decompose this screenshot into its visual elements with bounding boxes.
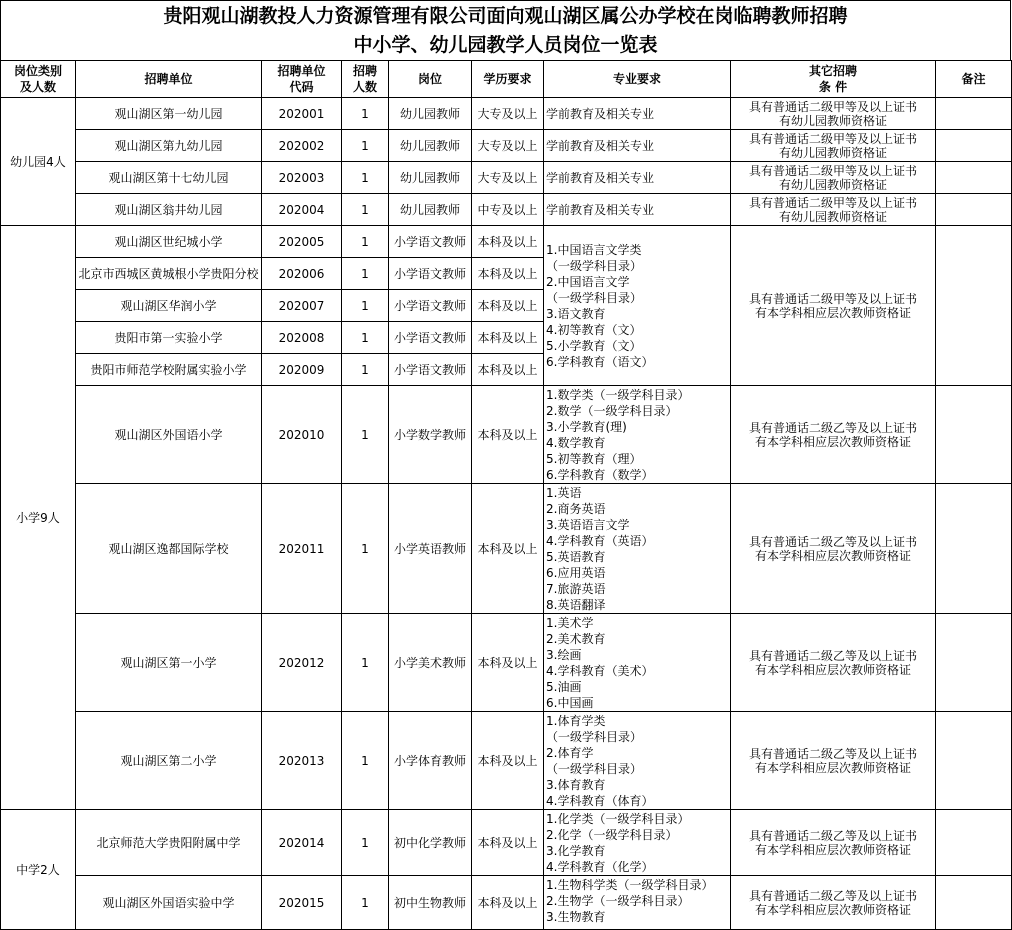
post-cell: 初中生物教师 bbox=[389, 876, 472, 930]
post-cell: 幼儿园教师 bbox=[389, 98, 472, 130]
post-cell: 小学语文教师 bbox=[389, 258, 472, 290]
header-remarks: 备注 bbox=[936, 61, 1012, 98]
conditions-cell: 具有普通话二级乙等及以上证书 有本学科相应层次教师资格证 bbox=[731, 386, 936, 484]
education-cell: 大专及以上 bbox=[472, 130, 544, 162]
header-conditions: 其它招聘 条 件 bbox=[731, 61, 936, 98]
conditions-cell: 具有普通话二级乙等及以上证书 有本学科相应层次教师资格证 bbox=[731, 484, 936, 614]
table-row bbox=[1, 162, 1012, 194]
code-cell: 202006 bbox=[262, 258, 342, 290]
group-label-middle: 中学2人 bbox=[1, 810, 76, 930]
conditions-cell: 具有普通话二级乙等及以上证书 有本学科相应层次教师资格证 bbox=[731, 712, 936, 810]
count-cell: 1 bbox=[342, 876, 389, 930]
table-row bbox=[1, 614, 1012, 712]
major-cell: 1.化学类（一级学科目录） 2.化学（一级学科目录） 3.化学教育 4.学科教育（化学） bbox=[544, 810, 731, 876]
table-row bbox=[1, 226, 1012, 258]
education-cell: 中专及以上 bbox=[472, 194, 544, 226]
conditions-cell: 具有普通话二级甲等及以上证书 有幼儿园教师资格证 bbox=[731, 194, 936, 226]
post-cell: 小学体育教师 bbox=[389, 712, 472, 810]
remarks-cell bbox=[936, 712, 1012, 810]
education-cell: 本科及以上 bbox=[472, 712, 544, 810]
remarks-cell bbox=[936, 162, 1012, 194]
code-cell: 202011 bbox=[262, 484, 342, 614]
education-cell: 大专及以上 bbox=[472, 162, 544, 194]
table-row bbox=[1, 386, 1012, 484]
code-cell: 202005 bbox=[262, 226, 342, 258]
post-cell: 小学美术教师 bbox=[389, 614, 472, 712]
remarks-cell bbox=[936, 614, 1012, 712]
major-cell-chinese: 1.中国语言文学类 （一级学科目录） 2.中国语言文学 （一级学科目录） 3.语文教育 4.初等教育（文） 5.小学教育（文） 6.学科教育（语文） bbox=[544, 226, 731, 386]
group-label-kindergarten: 幼儿园4人 bbox=[1, 98, 76, 226]
header-major: 专业要求 bbox=[544, 61, 731, 98]
unit-cell: 观山湖区世纪城小学 bbox=[76, 226, 262, 258]
count-cell: 1 bbox=[342, 258, 389, 290]
remarks-cell bbox=[936, 98, 1012, 130]
post-cell: 小学语文教师 bbox=[389, 226, 472, 258]
education-cell: 本科及以上 bbox=[472, 226, 544, 258]
code-cell: 202009 bbox=[262, 354, 342, 386]
table-row bbox=[1, 876, 1012, 930]
count-cell: 1 bbox=[342, 614, 389, 712]
post-cell: 幼儿园教师 bbox=[389, 162, 472, 194]
title-line-1: 贵阳观山湖教投人力资源管理有限公司面向观山湖区属公办学校在岗临聘教师招聘 bbox=[163, 5, 848, 27]
count-cell: 1 bbox=[342, 226, 389, 258]
table-row bbox=[1, 98, 1012, 130]
count-cell: 1 bbox=[342, 810, 389, 876]
unit-cell: 北京师范大学贵阳附属中学 bbox=[76, 810, 262, 876]
education-cell: 本科及以上 bbox=[472, 322, 544, 354]
code-cell: 202004 bbox=[262, 194, 342, 226]
table-row bbox=[1, 130, 1012, 162]
conditions-cell: 具有普通话二级乙等及以上证书 有本学科相应层次教师资格证 bbox=[731, 876, 936, 930]
unit-cell: 观山湖区第二小学 bbox=[76, 712, 262, 810]
unit-cell: 观山湖区翁井幼儿园 bbox=[76, 194, 262, 226]
count-cell: 1 bbox=[342, 162, 389, 194]
major-cell: 1.美术学 2.美术教育 3.绘画 4.学科教育（美术） 5.油画 6.中国画 bbox=[544, 614, 731, 712]
major-cell: 1.体育学类 （一级学科目录） 2.体育学 （一级学科目录） 3.体育教育 4.学科教育（体育） bbox=[544, 712, 731, 810]
education-cell: 大专及以上 bbox=[472, 98, 544, 130]
remarks-cell bbox=[936, 810, 1012, 876]
unit-cell: 观山湖区第一小学 bbox=[76, 614, 262, 712]
post-cell: 幼儿园教师 bbox=[389, 130, 472, 162]
count-cell: 1 bbox=[342, 98, 389, 130]
count-cell: 1 bbox=[342, 354, 389, 386]
count-cell: 1 bbox=[342, 290, 389, 322]
conditions-cell: 具有普通话二级乙等及以上证书 有本学科相应层次教师资格证 bbox=[731, 810, 936, 876]
header-count: 招聘 人数 bbox=[342, 61, 389, 98]
remarks-cell bbox=[936, 130, 1012, 162]
education-cell: 本科及以上 bbox=[472, 290, 544, 322]
education-cell: 本科及以上 bbox=[472, 876, 544, 930]
count-cell: 1 bbox=[342, 194, 389, 226]
code-cell: 202003 bbox=[262, 162, 342, 194]
education-cell: 本科及以上 bbox=[472, 354, 544, 386]
post-cell: 小学语文教师 bbox=[389, 290, 472, 322]
major-cell: 1.数学类（一级学科目录） 2.数学（一级学科目录） 3.小学教育(理) 4.数学教育 5.初等教育（理） 6.学科教育（数学） bbox=[544, 386, 731, 484]
education-cell: 本科及以上 bbox=[472, 810, 544, 876]
post-cell: 小学语文教师 bbox=[389, 354, 472, 386]
header-category: 岗位类别 及人数 bbox=[1, 61, 76, 98]
count-cell: 1 bbox=[342, 712, 389, 810]
remarks-cell bbox=[936, 484, 1012, 614]
remarks-cell bbox=[936, 194, 1012, 226]
major-cell: 学前教育及相关专业 bbox=[544, 130, 731, 162]
document-title bbox=[0, 0, 1011, 60]
code-cell: 202001 bbox=[262, 98, 342, 130]
table-row bbox=[1, 712, 1012, 810]
education-cell: 本科及以上 bbox=[472, 484, 544, 614]
code-cell: 202010 bbox=[262, 386, 342, 484]
group-label-primary: 小学9人 bbox=[1, 226, 76, 810]
unit-cell: 观山湖区逸都国际学校 bbox=[76, 484, 262, 614]
major-cell: 1.生物科学类（一级学科目录） 2.生物学（一级学科目录） 3.生物教育 bbox=[544, 876, 731, 930]
code-cell: 202012 bbox=[262, 614, 342, 712]
header-post: 岗位 bbox=[389, 61, 472, 98]
education-cell: 本科及以上 bbox=[472, 614, 544, 712]
unit-cell: 观山湖区第一幼儿园 bbox=[76, 98, 262, 130]
count-cell: 1 bbox=[342, 386, 389, 484]
remarks-cell bbox=[936, 226, 1012, 386]
unit-cell: 北京市西城区黄城根小学贵阳分校 bbox=[76, 258, 262, 290]
conditions-cell: 具有普通话二级甲等及以上证书 有幼儿园教师资格证 bbox=[731, 98, 936, 130]
conditions-cell: 具有普通话二级乙等及以上证书 有本学科相应层次教师资格证 bbox=[731, 614, 936, 712]
code-cell: 202007 bbox=[262, 290, 342, 322]
code-cell: 202015 bbox=[262, 876, 342, 930]
count-cell: 1 bbox=[342, 484, 389, 614]
code-cell: 202002 bbox=[262, 130, 342, 162]
post-cell: 幼儿园教师 bbox=[389, 194, 472, 226]
major-cell: 学前教育及相关专业 bbox=[544, 98, 731, 130]
header-row bbox=[1, 61, 1012, 98]
unit-cell: 贵阳市师范学校附属实验小学 bbox=[76, 354, 262, 386]
major-cell: 学前教育及相关专业 bbox=[544, 194, 731, 226]
education-cell: 本科及以上 bbox=[472, 258, 544, 290]
unit-cell: 观山湖区华润小学 bbox=[76, 290, 262, 322]
unit-cell: 观山湖区第九幼儿园 bbox=[76, 130, 262, 162]
unit-cell: 观山湖区外国语实验中学 bbox=[76, 876, 262, 930]
code-cell: 202008 bbox=[262, 322, 342, 354]
unit-cell: 观山湖区外国语小学 bbox=[76, 386, 262, 484]
header-education: 学历要求 bbox=[472, 61, 544, 98]
post-cell: 初中化学教师 bbox=[389, 810, 472, 876]
conditions-cell-chinese: 具有普通话二级甲等及以上证书 有本学科相应层次教师资格证 bbox=[731, 226, 936, 386]
remarks-cell bbox=[936, 876, 1012, 930]
title-line-2: 中小学、幼儿园教学人员岗位一览表 bbox=[353, 34, 658, 56]
header-code: 招聘单位 代码 bbox=[262, 61, 342, 98]
education-cell: 本科及以上 bbox=[472, 386, 544, 484]
code-cell: 202013 bbox=[262, 712, 342, 810]
count-cell: 1 bbox=[342, 322, 389, 354]
unit-cell: 观山湖区第十七幼儿园 bbox=[76, 162, 262, 194]
table-row bbox=[1, 194, 1012, 226]
code-cell: 202014 bbox=[262, 810, 342, 876]
post-cell: 小学数学教师 bbox=[389, 386, 472, 484]
conditions-cell: 具有普通话二级甲等及以上证书 有幼儿园教师资格证 bbox=[731, 130, 936, 162]
conditions-cell: 具有普通话二级甲等及以上证书 有幼儿园教师资格证 bbox=[731, 162, 936, 194]
header-unit: 招聘单位 bbox=[76, 61, 262, 98]
unit-cell: 贵阳市第一实验小学 bbox=[76, 322, 262, 354]
major-cell: 学前教育及相关专业 bbox=[544, 162, 731, 194]
post-cell: 小学语文教师 bbox=[389, 322, 472, 354]
table-row bbox=[1, 810, 1012, 876]
positions-table bbox=[0, 60, 1012, 930]
remarks-cell bbox=[936, 386, 1012, 484]
major-cell: 1.英语 2.商务英语 3.英语语言文学 4.学科教育（英语） 5.英语教育 6.应用英语 7.旅游英语 8.英语翻译 bbox=[544, 484, 731, 614]
table-row bbox=[1, 484, 1012, 614]
post-cell: 小学英语教师 bbox=[389, 484, 472, 614]
count-cell: 1 bbox=[342, 130, 389, 162]
